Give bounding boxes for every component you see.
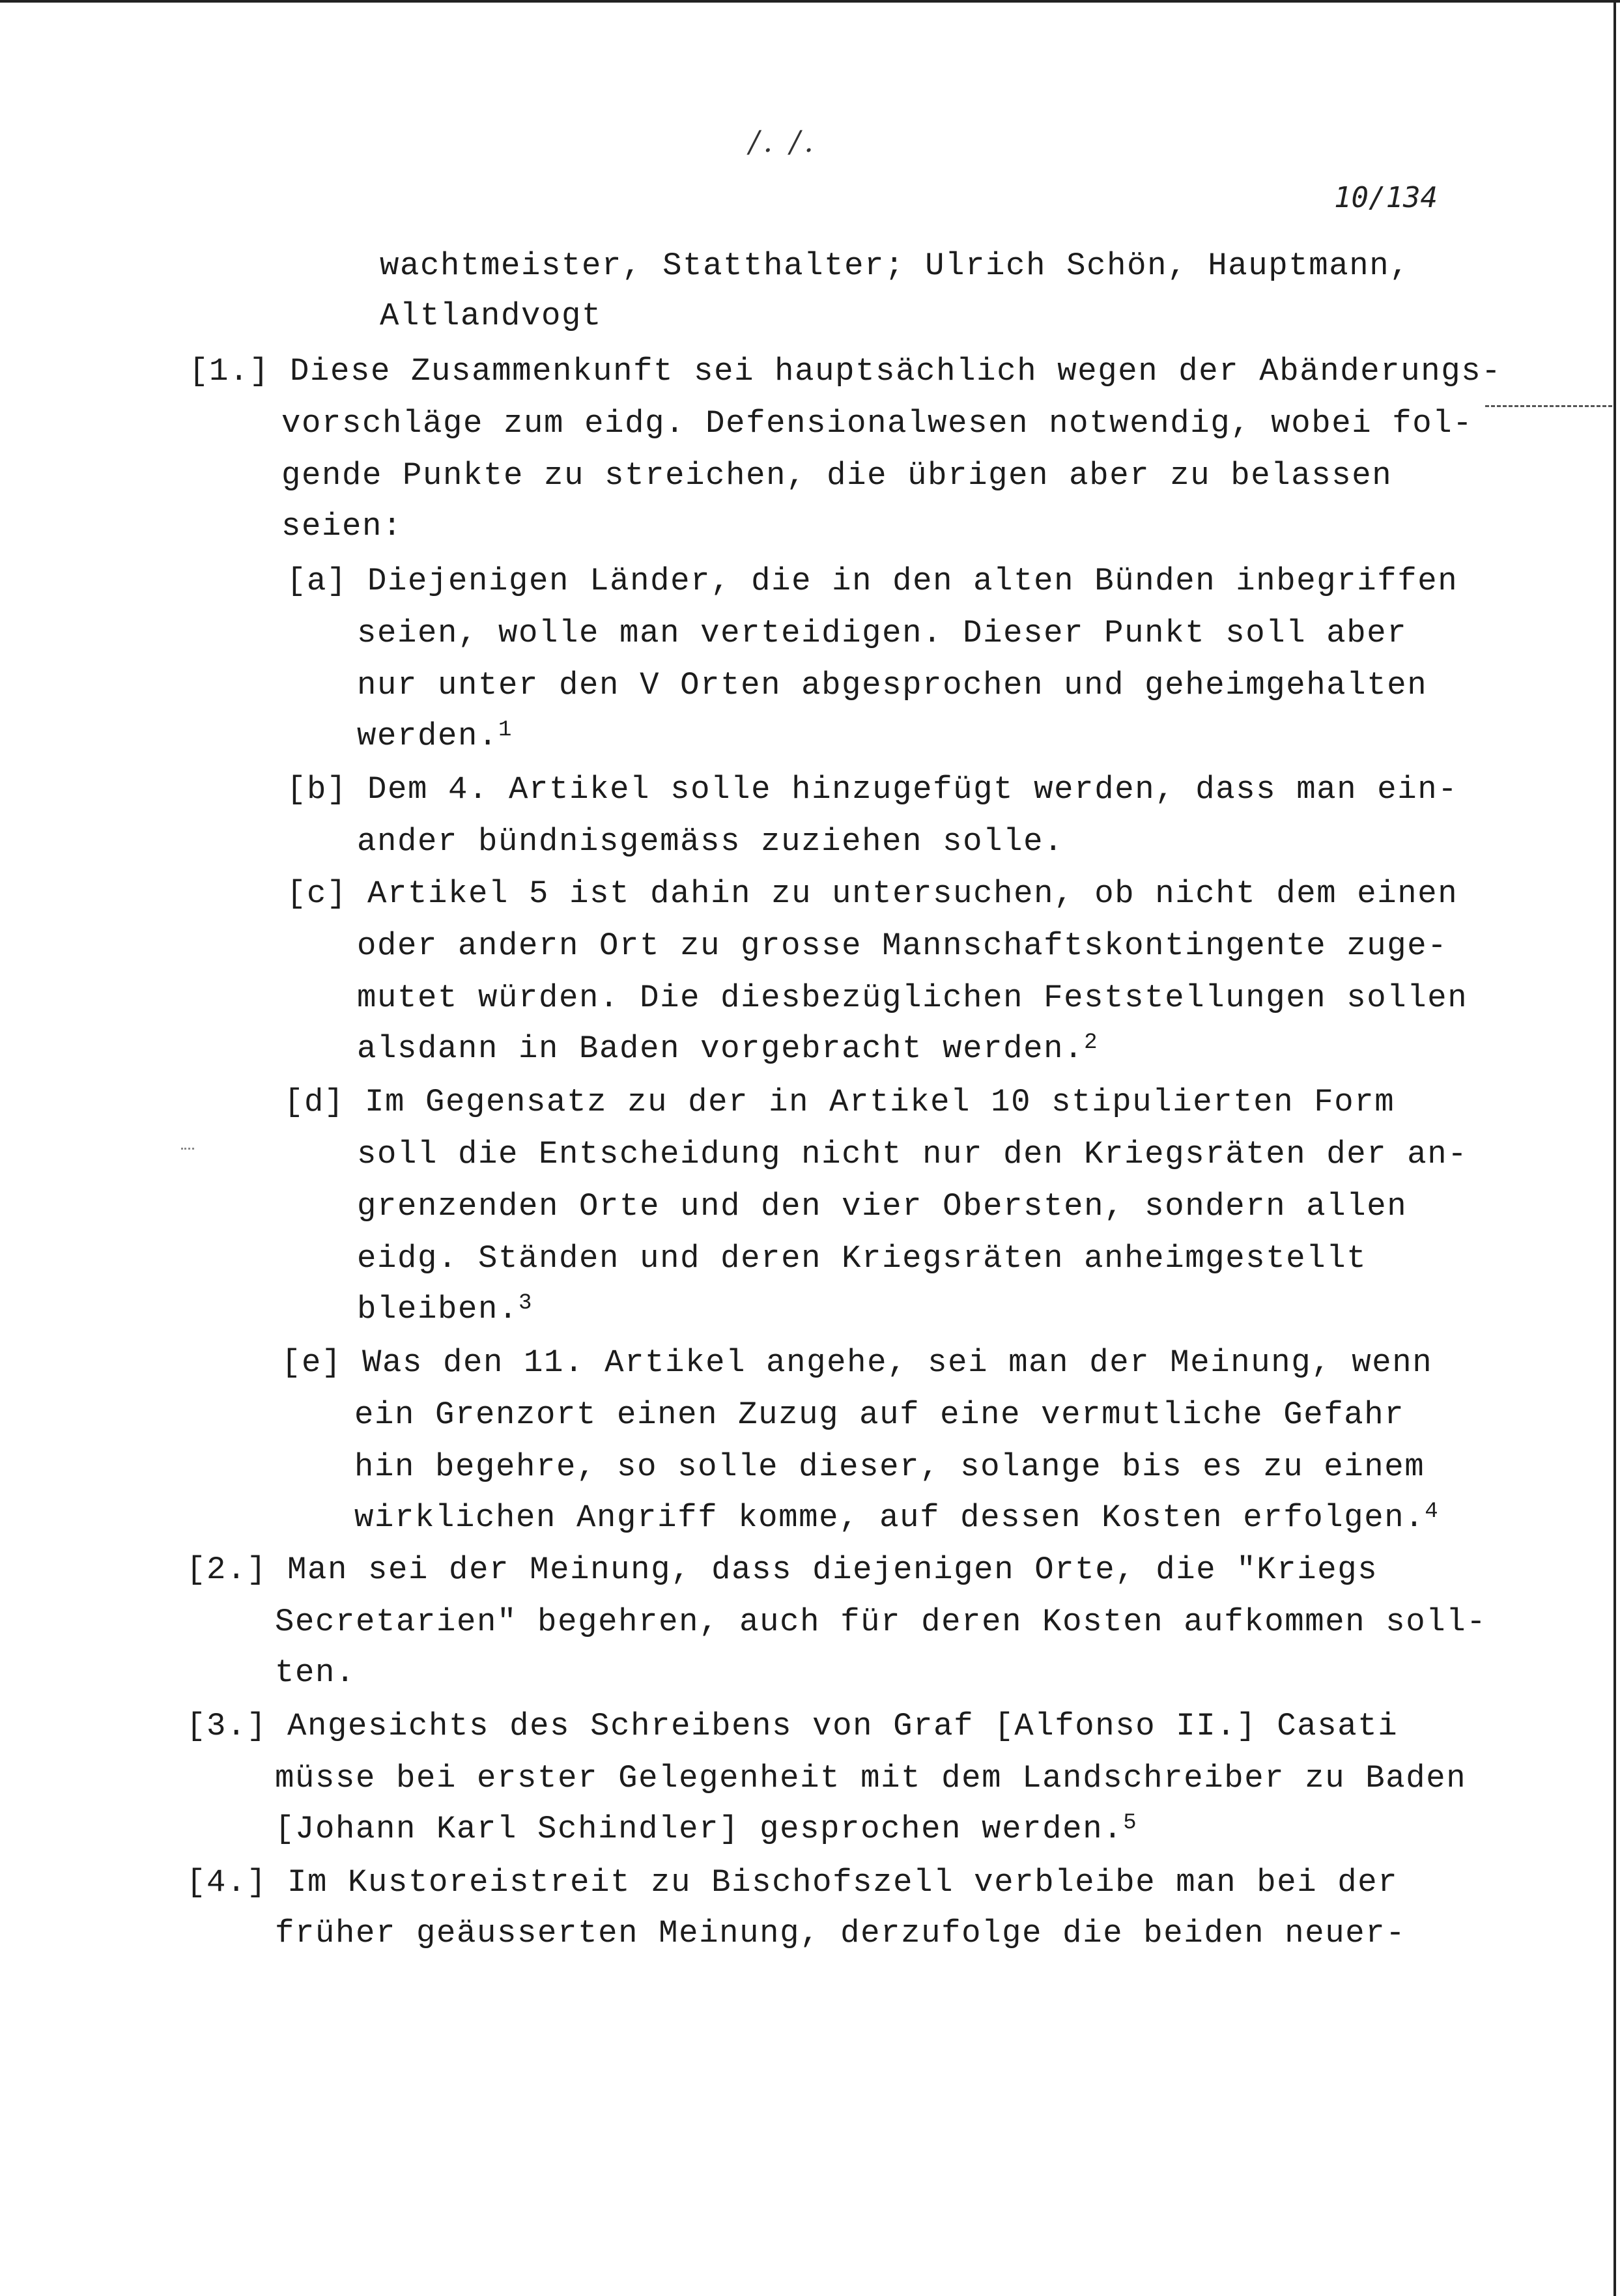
text-line: ander bündnisgemäss zuziehen solle. [357,823,1064,860]
footnote-ref: 1 [498,718,513,743]
text-line: grenzenden Orte und den vier Obersten, sondern allen [357,1188,1408,1225]
margin-dash-mark [1485,405,1612,407]
text-line: ein Grenzort einen Zuzug auf eine vermutliche Gefahr [354,1396,1405,1433]
margin-dot-mark [181,1148,194,1150]
text-line: müsse bei erster Gelegenheit mit dem Landschreiber zu Baden [275,1760,1467,1796]
text-line: seien: [281,508,403,545]
text-line: wachtmeister, Statthalter; Ulrich Schön, Hauptmann, [380,248,1410,284]
text-line-body: [Johann Karl Schindler] gesprochen werden. [275,1811,1124,1847]
text-line: eidg. Ständen und deren Kriegsräten anheimgestellt [357,1240,1367,1277]
text-line: Secretarien" begehren, auch für deren Kosten aufkommen soll- [275,1604,1487,1640]
text-line: oder andern Ort zu grosse Mannschaftskontingente zuge- [357,928,1448,964]
text-line [357,1029,1098,1071]
text-line: [4.] Im Kustoreistreit zu Bischofszell verbleibe man bei der [186,1864,1399,1901]
text-line: [e] Was den 11. Artikel angehe, sei man der Meinung, wenn [281,1344,1433,1381]
text-line [275,1809,1137,1852]
text-line [354,1498,1439,1540]
text-line [357,716,513,759]
text-line: [a] Diejenigen Länder, die in den alten Bünden inbegriffen [287,563,1458,599]
text-line: [c] Artikel 5 ist dahin zu untersuchen, ob nicht dem einen [287,875,1458,912]
text-line [357,1290,533,1332]
text-line: [3.] Angesichts des Schreibens von Graf [Alfonso II.] Casati [186,1708,1399,1744]
footnote-ref: 5 [1123,1811,1138,1835]
text-line: [d] Im Gegensatz zu der in Artikel 10 stipulierten Form [284,1084,1395,1120]
text-line-body: wirklichen Angriff komme, auf dessen Kosten erfolgen. [354,1499,1425,1536]
text-line: soll die Entscheidung nicht nur den Kriegsräten der an- [357,1136,1468,1172]
scan-edge-top [0,0,1620,3]
text-line: früher geäusserten Meinung, derzufolge die beiden neuer- [275,1915,1406,1951]
text-line: mutet würden. Die diesbezüglichen Feststellungen sollen [357,980,1468,1016]
text-line: [1.] Diese Zusammenkunft sei hauptsächlich wegen der Abänderungs- [189,353,1502,390]
footnote-ref: 2 [1084,1030,1099,1055]
text-line-body: bleiben. [357,1291,519,1327]
text-line: Altlandvogt [380,298,603,334]
footnote-ref: 4 [1425,1499,1440,1524]
text-line: seien, wolle man verteidigen. Dieser Punkt soll aber [357,615,1408,651]
footnote-ref: 3 [519,1291,533,1316]
text-line: ten. [275,1654,356,1691]
page-number: 10/134 [1334,181,1438,214]
text-line: vorschläge zum eidg. Defensionalwesen notwendig, wobei fol- [281,405,1473,442]
text-line-body: alsdann in Baden vorgebracht werden. [357,1030,1085,1067]
handwritten-mark: /. /. [749,124,817,159]
text-line: [2.] Man sei der Meinung, dass diejenigen Orte, die "Kriegs [186,1552,1378,1588]
text-line-body: werden. [357,718,499,754]
text-line: [b] Dem 4. Artikel solle hinzugefügt werden, dass man ein- [287,771,1458,808]
text-line: gende Punkte zu streichen, die übrigen aber zu belassen [281,457,1393,494]
scan-edge-right [1613,0,1616,2296]
text-line: hin begehre, so solle dieser, solange bis es zu einem [354,1449,1425,1485]
text-line: nur unter den V Orten abgesprochen und geheimgehalten [357,667,1428,703]
